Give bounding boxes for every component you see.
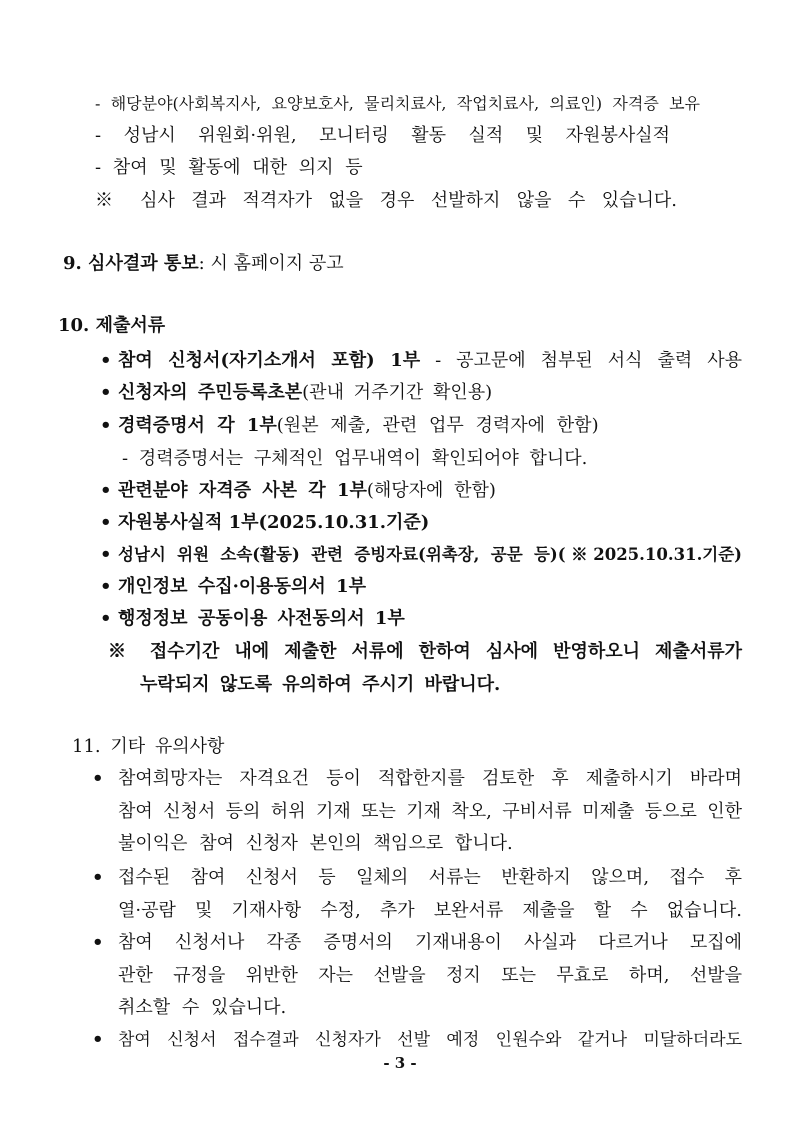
section-10-title: 10. 제출서류 xyxy=(58,315,166,336)
document-item: 신청자의 주민등록초본(관내 거주기간 확인용) xyxy=(118,382,493,403)
submission-note-cont: 누락되지 않도록 유의하여 주시기 바랍니다. xyxy=(140,674,501,695)
criteria-item: - 성남시 위원회·위원, 모니터링 활동 실적 및 자원봉사실적 xyxy=(95,125,670,146)
bullet-icon: • xyxy=(100,382,112,403)
document-item: 성남시 위원 소속(활동) 관련 증빙자료(위촉장, 공문 등)(※2025.10.31.기준) xyxy=(118,545,742,564)
document-item: 관련분야 자격증 사본 각 1부(해당자에 한함) xyxy=(118,480,496,501)
document-item: 개인정보 수집·이용동의서 1부 xyxy=(118,576,366,597)
criteria-item: - 참여 및 활동에 대한 의지 등 xyxy=(95,157,363,178)
section-9 xyxy=(63,252,344,276)
note-line: 참여희망자는 자격요건 등이 적합한지를 검토한 후 제출하시기 바라며 xyxy=(118,768,742,789)
note-line: 관한 규정을 위반한 자는 선발을 정지 또는 무효로 하며, 선발을 xyxy=(118,965,742,986)
note-line: 불이익은 참여 신청자 본인의 책임으로 합니다. xyxy=(118,833,513,854)
bullet-icon: • xyxy=(100,350,112,371)
note-line: 접수된 참여 신청서 등 일체의 서류는 반환하지 않으며, 접수 후 xyxy=(118,867,742,888)
note-line: 열·공람 및 기재사항 수정, 추가 보완서류 제출을 할 수 없습니다. xyxy=(118,900,742,921)
section-11-title: 11. 기타 유의사항 xyxy=(72,736,225,757)
bullet-icon: • xyxy=(92,932,104,953)
bullet-icon: • xyxy=(100,544,112,565)
bullet-icon: • xyxy=(92,1029,104,1050)
bullet-icon: • xyxy=(92,768,104,789)
bullet-icon: • xyxy=(100,608,112,629)
document-subnote: - 경력증명서는 구체적인 업무내역이 확인되어야 합니다. xyxy=(122,448,588,469)
bullet-icon: • xyxy=(100,415,112,436)
page-number: - 3 - xyxy=(383,1054,417,1072)
document-item: 경력증명서 각 1부(원본 제출, 관련 업무 경력자에 한함) xyxy=(118,415,599,436)
criteria-item: - 해당분야(사회복지사, 요양보호사, 물리치료사, 작업치료사, 의료인) 자격증 보유 xyxy=(95,94,700,113)
document-item: 행정정보 공동이용 사전동의서 1부 xyxy=(118,608,405,629)
document-item: 참여 신청서(자기소개서 포함) 1부 - 공고문에 첨부된 서식 출력 사용 xyxy=(118,350,742,371)
bullet-icon: • xyxy=(100,512,112,533)
bullet-icon: • xyxy=(92,867,104,888)
criteria-note: ※ 심사 결과 적격자가 없을 경우 선발하지 않을 수 있습니다. xyxy=(95,190,677,211)
note-line: 참여 신청서나 각종 증명서의 기재내용이 사실과 다르거나 모집에 xyxy=(118,932,742,953)
submission-note: ※ 접수기간 내에 제출한 서류에 한하여 심사에 반영하오니 제출서류가 xyxy=(108,641,742,662)
section-9-text: : 시 홈페이지 공고 xyxy=(198,253,344,274)
bullet-icon: • xyxy=(100,576,112,597)
document-item: 자원봉사실적 1부(2025.10.31.기준) xyxy=(118,512,430,533)
note-line: 취소할 수 있습니다. xyxy=(118,997,287,1018)
bullet-icon: • xyxy=(100,480,112,501)
note-line: 참여 신청서 등의 허위 기재 또는 기재 착오, 구비서류 미제출 등으로 인한 xyxy=(118,801,742,822)
note-line: 참여 신청서 접수결과 신청자가 선발 예정 인원수와 같거나 미달하더라도 xyxy=(118,1030,742,1050)
section-9-title: 9. 심사결과 통보 xyxy=(63,253,199,274)
